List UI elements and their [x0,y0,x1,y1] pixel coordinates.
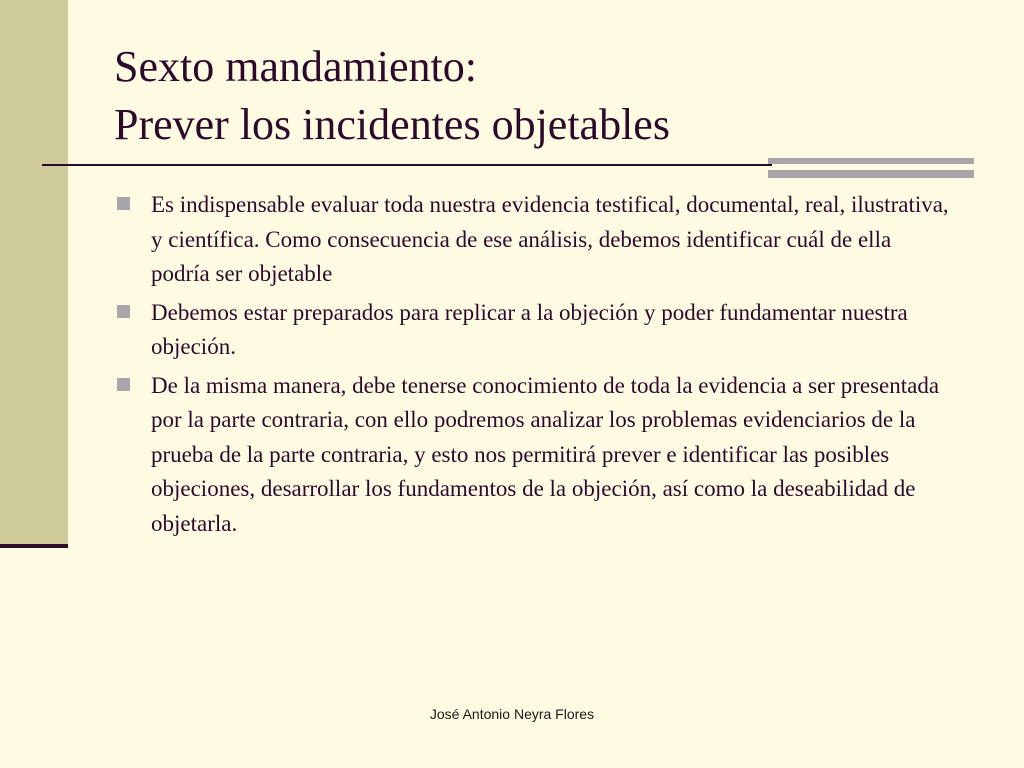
bullet-list [114,188,954,545]
square-bullet-icon [117,305,130,318]
slide-footer: José Antonio Neyra Flores [429,706,595,722]
slide-title [114,38,974,154]
square-bullet-icon [117,378,130,391]
title-divider-accent-top [768,158,974,164]
bullet-text: Debemos estar preparados para replicar a la objeción y poder fundamentar nuestra objeción. [151,299,908,359]
bullet-item [114,369,954,542]
slide-title-line-2: Prever los incidentes objetables [114,100,670,149]
title-divider-accent-bottom [768,170,974,178]
side-accent-bar [0,0,68,546]
bullet-item [114,296,954,365]
title-divider [42,164,772,166]
square-bullet-icon [117,197,130,210]
side-accent-bar-cap [0,544,68,548]
bullet-item [114,188,954,292]
slide-title-line-1: Sexto mandamiento: [114,42,477,91]
bullet-text: De la misma manera, debe tenerse conocimiento de toda la evidencia a ser presentada por la parte contraria, con ello podremos analizar los problemas evidenciarios de la prueba de la parte contraria, y esto nos permitirá prever e identificar las posibles objeciones, desarrollar los fundamentos de la objeción, así como la deseabilidad de objetarla. [151,372,940,536]
bullet-text: Es indispensable evaluar toda nuestra evidencia testifical, documental, real, ilustrativa, y científica. Como consecuencia de ese análisis, debemos identificar cuál de ella podría ser objetable [151,192,949,286]
